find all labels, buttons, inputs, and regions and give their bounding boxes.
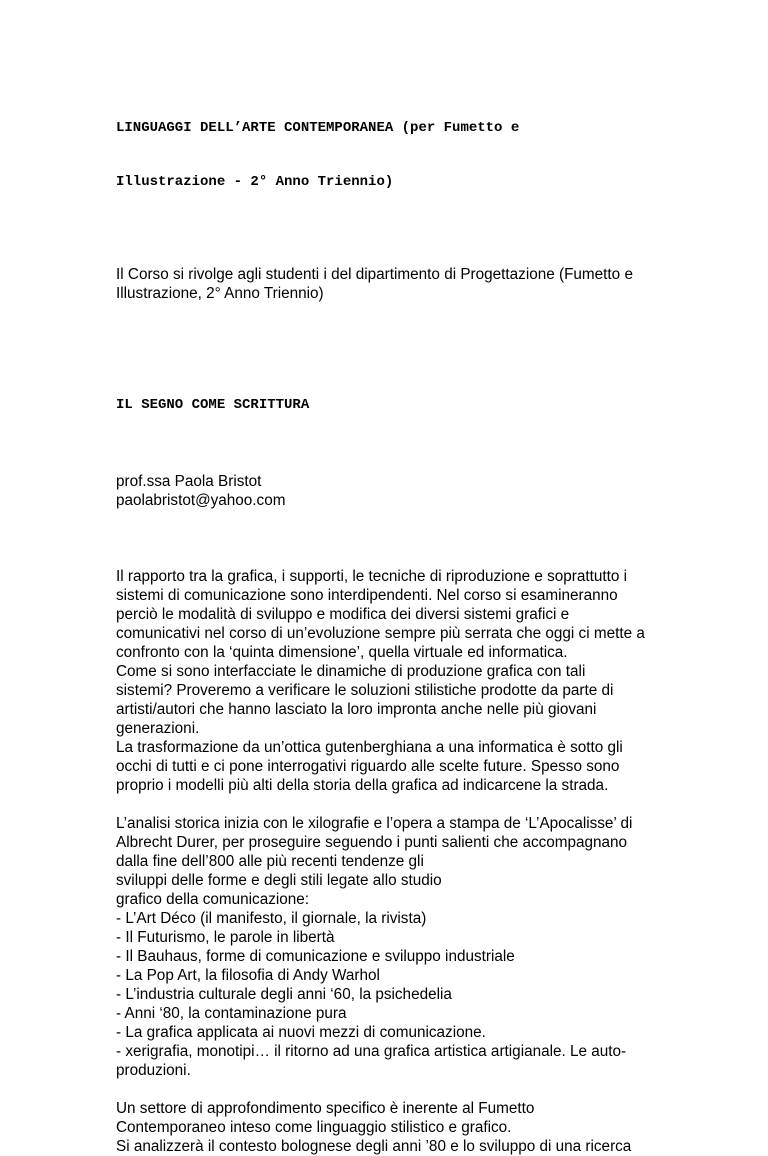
text-line: Un settore di approfondimento specifico è inerente al Fumetto (116, 1100, 535, 1117)
professor-name: prof.ssa Paola Bristot (116, 473, 262, 490)
text-line: occhi di tutti e ci pone interrogativi riguardo alle scelte future. Spesso sono (116, 758, 620, 775)
section-title: IL SEGNO COME SCRITTURA (116, 397, 310, 413)
list-item: - La grafica applicata ai nuovi mezzi di comunicazione. (116, 1024, 486, 1041)
intro-paragraph (116, 265, 716, 303)
paragraph-3 (116, 1099, 716, 1156)
text-line: Contemporaneo inteso come linguaggio stilistico e grafico. (116, 1119, 512, 1136)
list-item: - xerigrafia, monotipi… il ritorno ad una grafica artistica artigianale. Le auto- (116, 1043, 627, 1060)
list-item: - L’Art Déco (il manifesto, il giornale, la rivista) (116, 910, 427, 927)
text-line: La trasformazione da un’ottica gutenberghiana a una informatica è sotto gli (116, 739, 623, 756)
title-line-2: Illustrazione - 2° Anno Triennio) (116, 174, 394, 190)
list-item: - Anni ‘80, la contaminazione pura (116, 1005, 347, 1022)
text-line: comunicativi nel corso di un’evoluzione sempre più serrata che oggi ci mette a (116, 625, 645, 642)
list-item: - L’industria culturale degli anni ‘60, la psichedelia (116, 986, 452, 1003)
text-line: sistemi di comunicazione sono interdipendenti. Nel corso si esamineranno (116, 587, 618, 604)
text-line: grafico della comunicazione: (116, 891, 310, 908)
text-line: sistemi? Proveremo a verificare le soluzioni stilistiche prodotte da parte di (116, 682, 614, 699)
text-line: dalla fine dell’800 alle più recenti tendenze gli (116, 853, 424, 870)
document-title (116, 83, 716, 227)
text-line: perciò le modalità di sviluppo e modifica dei diversi sistemi grafici e (116, 606, 570, 623)
text-line: Illustrazione, 2° Anno Triennio) (116, 285, 324, 302)
text-line: produzioni. (116, 1062, 191, 1079)
professor-info (116, 472, 716, 510)
paragraph-1 (116, 567, 716, 795)
text-line: artisti/autori che hanno lasciato la loro impronta anche nelle più giovani (116, 701, 597, 718)
text-line: confronto con la ‘quinta dimensione’, quella virtuale ed informatica. (116, 644, 568, 661)
text-line: proprio i modelli più alti della storia della grafica ad indicarcene la strada. (116, 777, 609, 794)
text-line: Il rapporto tra la grafica, i supporti, le tecniche di riproduzione e soprattutto i (116, 568, 628, 585)
document-page (116, 80, 716, 1156)
professor-email[interactable]: paolabristot@yahoo.com (116, 492, 286, 509)
list-item: - La Pop Art, la filosofia di Andy Warhol (116, 967, 380, 984)
list-item: - Il Futurismo, le parole in libertà (116, 929, 335, 946)
text-line: L’analisi storica inizia con le xilografie e l’opera a stampa de ‘L’Apocalisse’ di (116, 815, 633, 832)
list-item: - Il Bauhaus, forme di comunicazione e sviluppo industriale (116, 948, 515, 965)
text-line: sviluppi delle forme e degli stili legate allo studio (116, 872, 442, 889)
text-line: Come si sono interfacciate le dinamiche di produzione grafica con tali (116, 663, 586, 680)
paragraph-2 (116, 814, 716, 1080)
text-line: Il Corso si rivolge agli studenti i del dipartimento di Progettazione (Fumetto e (116, 266, 633, 283)
text-line: Albrecht Durer, per proseguire seguendo i punti salienti che accompagnano (116, 834, 628, 851)
text-line: Si analizzerà il contesto bolognese degli anni ’80 e lo sviluppo di una ricerca (116, 1138, 632, 1155)
title-line-1: LINGUAGGI DELL’ARTE CONTEMPORANEA (per Fumetto e (116, 120, 520, 136)
text-line: generazioni. (116, 720, 200, 737)
